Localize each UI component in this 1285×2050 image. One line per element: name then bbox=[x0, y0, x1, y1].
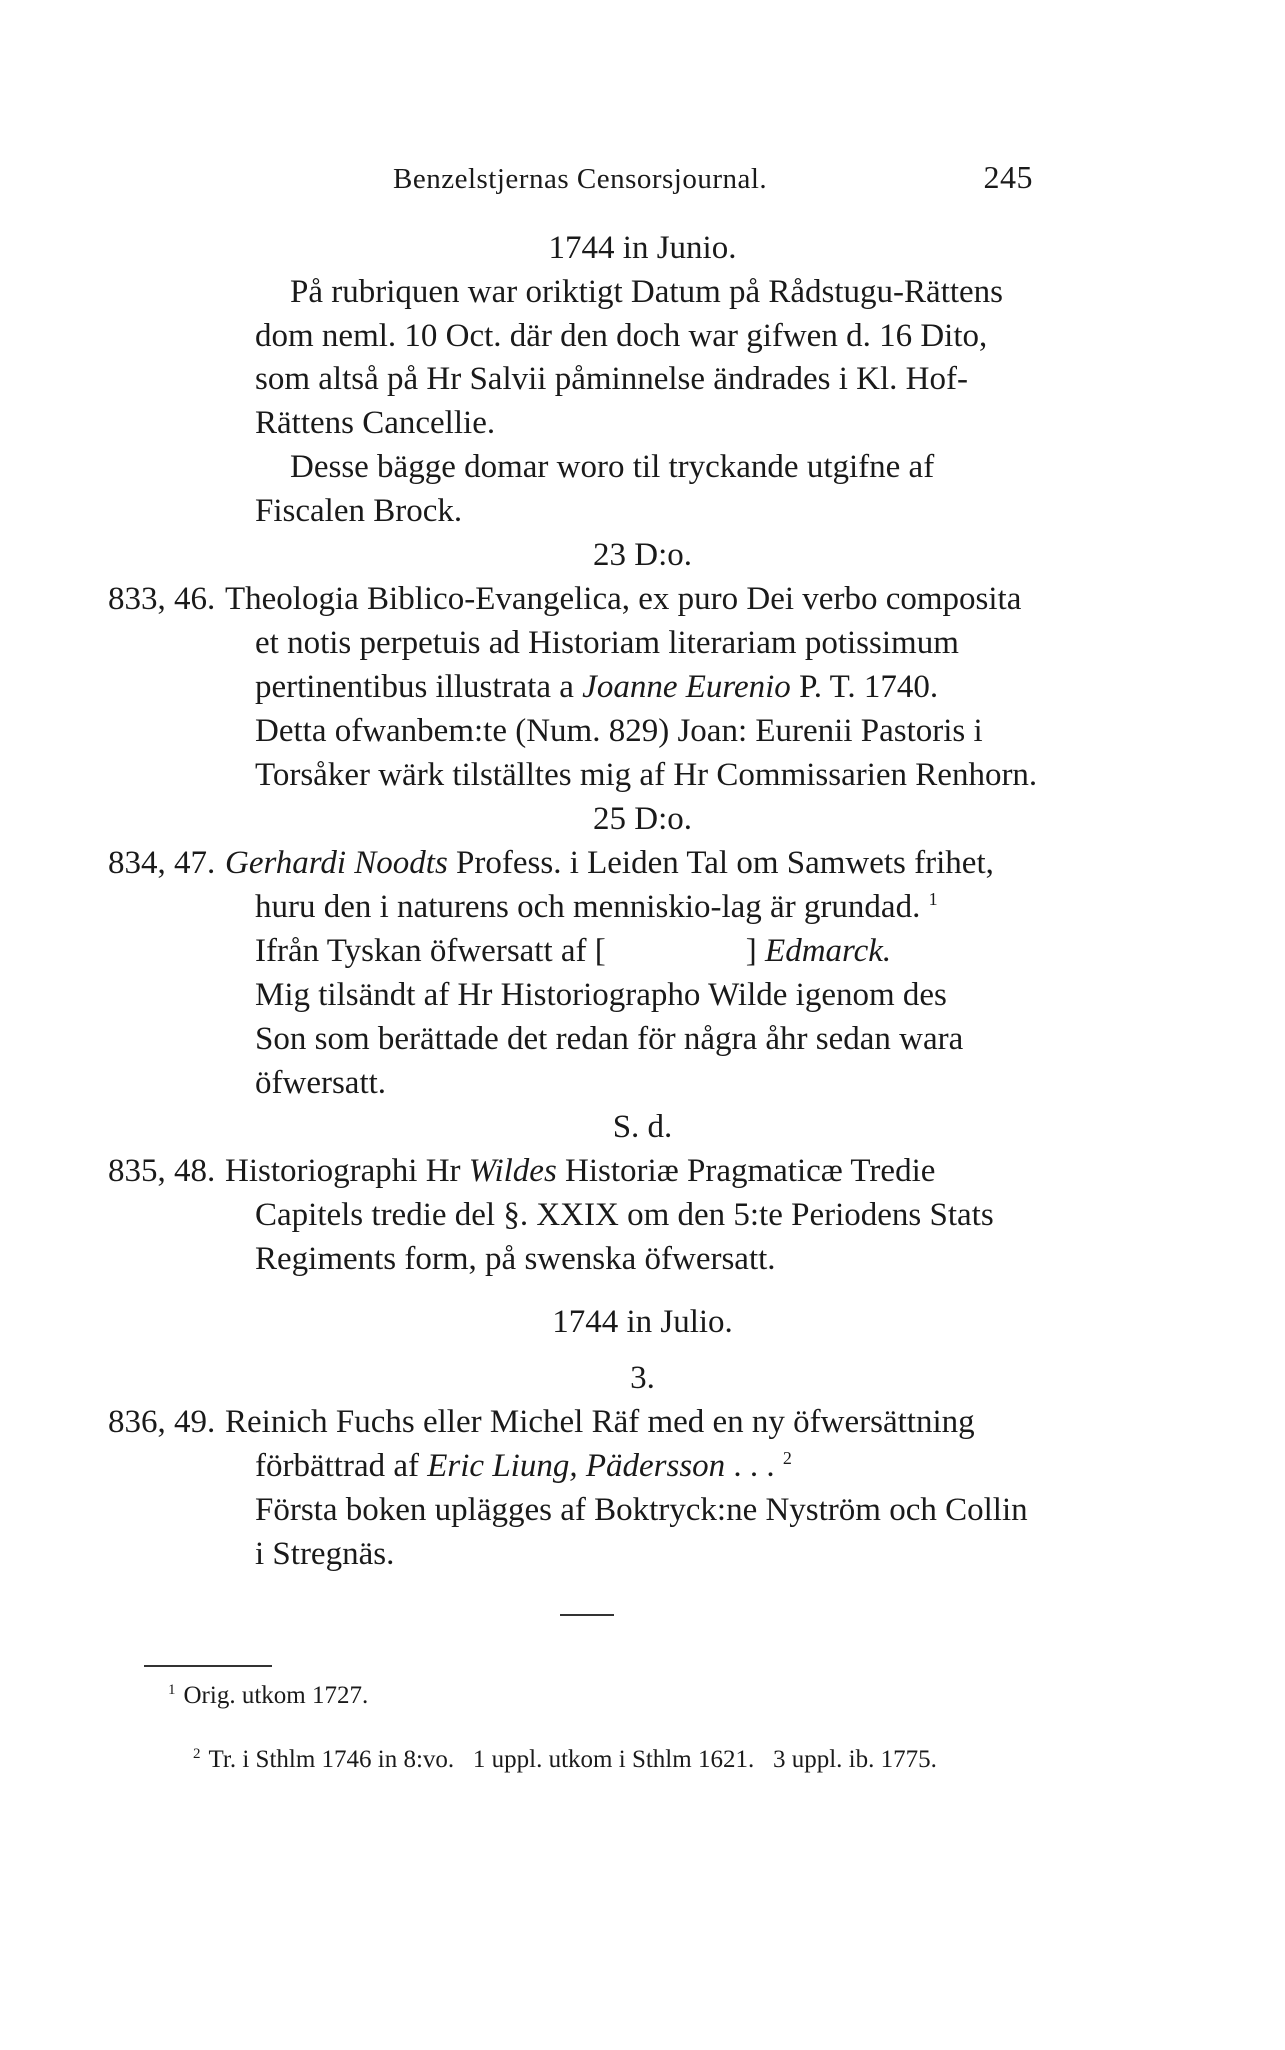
page-number: 245 bbox=[983, 159, 1033, 195]
footnote-2: $^2$ Tr. i Sthlm 1746 in 8:vo. 1 uppl. utkom i Sthlm 1621. 3 uppl. ib. 1775. bbox=[193, 1745, 937, 1773]
entry-number: 836, 49. bbox=[108, 1404, 216, 1440]
entry-number: 833, 46. bbox=[108, 581, 216, 617]
date-heading: 1744 in Julio. bbox=[552, 1304, 733, 1340]
footnote-1: $^1$ Orig. utkom 1727. bbox=[168, 1681, 369, 1709]
date-heading: 23 D:o. bbox=[593, 537, 692, 573]
footnote-rule bbox=[144, 1665, 272, 1667]
entry-number: 834, 47. bbox=[108, 845, 216, 881]
date-heading: S. d. bbox=[612, 1109, 673, 1145]
footnote-ref: 2 bbox=[782, 1448, 792, 1468]
footnote-ref: 1 bbox=[928, 889, 938, 909]
entry-number: 835, 48. bbox=[108, 1153, 216, 1189]
date-heading: 25 D:o. bbox=[593, 801, 692, 837]
section-divider bbox=[560, 1614, 614, 1616]
date-heading: 1744 in Junio. bbox=[548, 230, 737, 266]
book-page: Benzelstjernas Censorsjournal. 245 1744 in Junio. På rubriquen war oriktigt Datum på Rådstugu-Rättens dom neml. 10 Oct. där den doch war gifwen d. 16 Dito, som altså på Hr Salvii påminnelse ändrades i Kl. Hof- Rättens Cancellie. Desse bägge domar woro til tryckande utgifne af Fiscalen Brock. 23 D:o. 833, 46. Theologia Biblico-Evangelica, ex puro Dei verbo composita et notis perpetuis ad Historiam literariam potissimum pertinentibus illustrata a Joanne Eurenio P. T. 1740. Detta ofwanbem:te (Num. 829) Joan: Eurenii Pastoris i Torsåker wärk tilställtes mig af Hr Commissarien Renhorn. 25 D:o. 834, 47. Gerhardi Noodts Profess. i Leiden Tal om Samwets frihet, huru den i naturens och menniskio-lag är grundad. $^1$ Ifrån Tyskan öfwersatt af [ ] Edmarck. Mig tilsändt af Hr Historiographo Wilde igenom des Son som berättade det redan för några åhr sedan wara öfwersatt. S. d. 835, 48. Historiographi Hr Wildes Historiæ Pragmaticæ Tredie Capitels tredie del §. XXIX om den 5:te Periodens Stats Regiments form, på swenska öfwersatt. 1744 in Julio. 3. 836, 49. Reinich Fuchs eller Michel Räf med en ny öfwersättning förbättrad af Eric Liung, Pädersson . . . $^2$ Första boken uplägges af Boktryck:ne Nyström och Collin i Stregnäs. $^1$ Orig. utkom 1727. $^2$ Tr. i Sthlm 1746 in 8:vo. 1 uppl. utkom i Sthlm 1621. 3 uppl. ib. 1775. bbox=[0, 0, 1285, 2050]
running-title: Benzelstjernas Censorsjournal. bbox=[393, 163, 768, 195]
date-heading: 3. bbox=[630, 1360, 655, 1396]
